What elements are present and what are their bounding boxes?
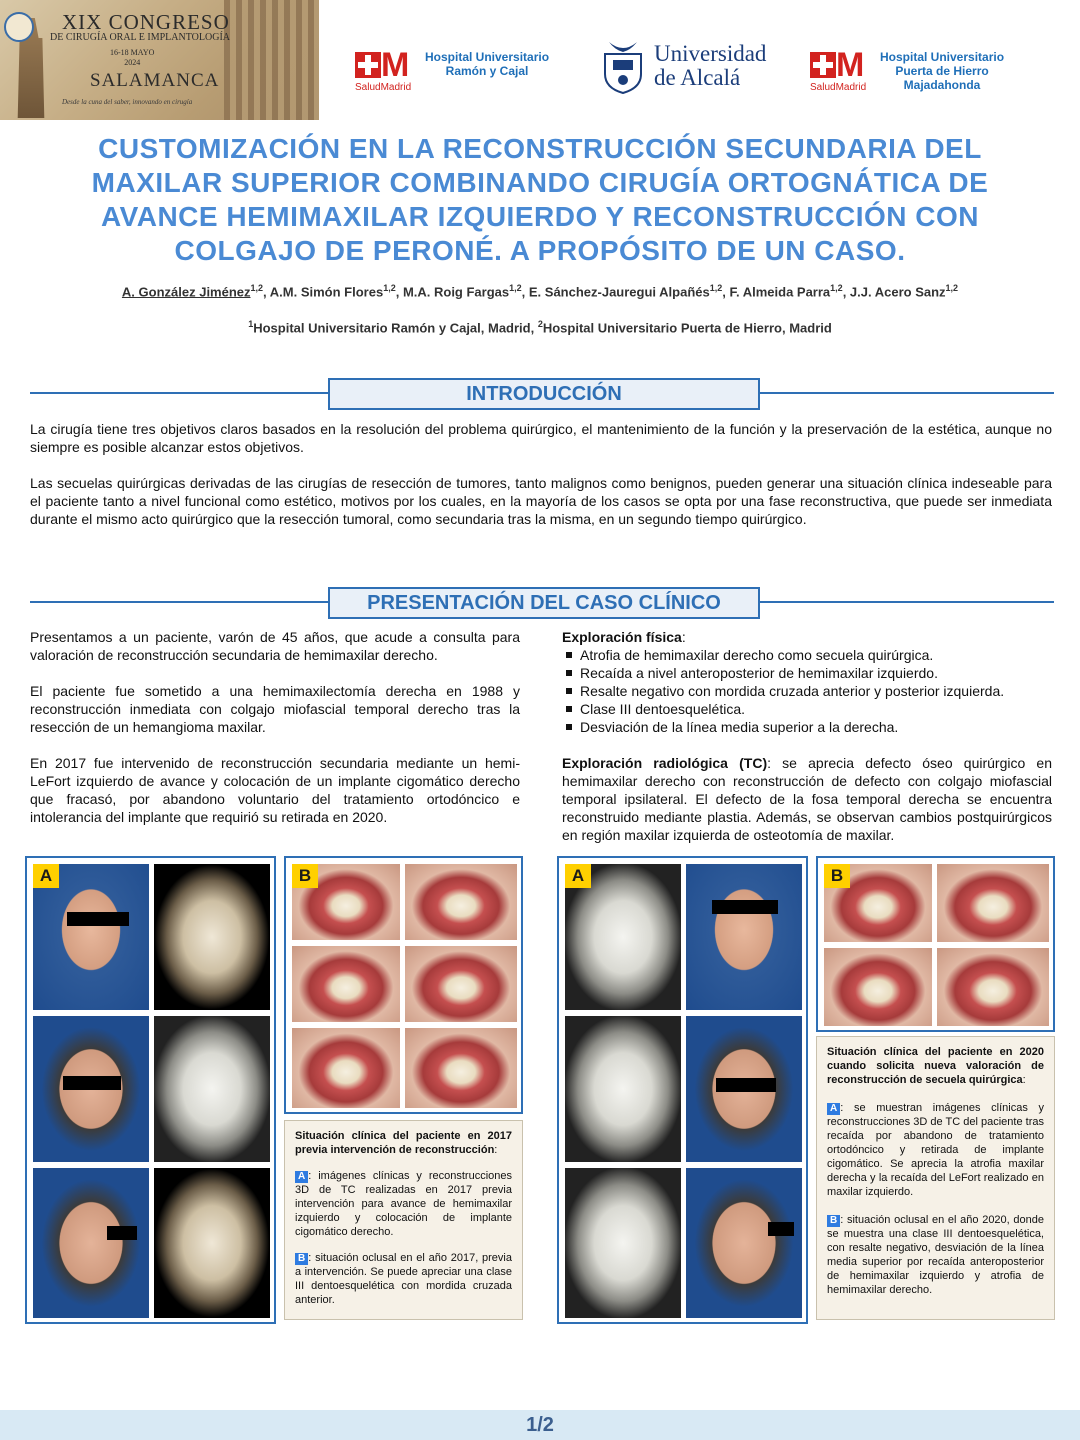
figure-2017-panel-b: [284, 856, 523, 1114]
figure-2017-caption: [284, 1120, 523, 1320]
patient-photo-basal: [686, 864, 802, 1010]
intro-paragraph-2: Las secuelas quirúrgicas derivadas de las cirugías de resección de tumores, tanto malignos como benignos, pueden generar una situación clínica indeseable para el paciente tanto a nivel funcional como estético, motivos por los cuales, en la mayoría de los casos se opta por una fase reconstructiva, que puede ser inmediata durante el mismo acto quirúrgico que la resección tumoral, como secundaria tras la misma, en un segundo tiempo quirúrgico.: [30, 475, 1052, 527]
ct-3d-reconstruction: [565, 1168, 681, 1318]
figure-2020-caption: [816, 1036, 1055, 1320]
caption-b: B : situación oclusal en el año 2017, previa a intervención. Se puede apreciar una clase III dentoesquelética con mordida cruzada anterior.: [295, 1252, 512, 1306]
university-name: Universidad de Alcalá: [654, 41, 767, 90]
red-cross-icon: [355, 52, 381, 78]
congress-city: SALAMANCA: [90, 70, 220, 91]
logo-ramon-y-cajal: [355, 48, 549, 94]
figure-2017-panel-a: [25, 856, 276, 1324]
intraoral-photo: [405, 864, 517, 940]
section-heading-introduccion: INTRODUCCIÓN: [328, 378, 760, 410]
poster-title: CUSTOMIZACIÓN EN LA RECONSTRUCCIÓN SECUNDARIA DEL MAXILAR SUPERIOR COMBINANDO CIRUGÍA ORTOGNÁTICA DE AVANCE HEMIMAXILAR IZQUIERDO Y RECONSTRUCCIÓN CON COLGAJO DE PERONÉ. A PROPÓSITO DE UN CASO.: [91, 133, 989, 266]
caption-label-b: B: [827, 1215, 840, 1227]
congress-banner: [0, 0, 319, 120]
congress-tagline: Desde la cuna del saber, innovando en cirugía: [62, 98, 193, 106]
congress-title: XIX CONGRESO: [62, 10, 230, 34]
ct-3d-reconstruction: [154, 864, 270, 1010]
caption-title: Situación clínica del paciente en 2017 previa intervención de reconstrucción:: [295, 1130, 512, 1156]
case-paragraph-2: El paciente fue sometido a una hemimaxilectomía derecha en 1988 y reconstrucción inmediata con colgajo miofascial temporal derecho tras la resección de un hemangioma maxilar.: [30, 683, 520, 735]
salud-madrid-mark: M SaludMadrid: [355, 46, 412, 93]
case-right-text: [562, 628, 1052, 844]
intro-paragraph-1: La cirugía tiene tres objetivos claros basados en la resolución del problema quirúrgico, el mantenimiento de la función y la preservación de la estética, aunque no siempre es posible alcanzar estos objetivos.: [30, 421, 1052, 455]
intraoral-photo: [292, 1028, 400, 1108]
radiology-paragraph: Exploración radiológica (TC): se aprecia defecto óseo quirúrgico en hemimaxilar derecho con reconstrucción de defecto con colgajo miofascial temporal ipsilateral. El defecto de la fosa temporal derecha se encuentra reconstruido mediante plastia. Además, se observan cambios postquirúrgicos en región maxilar izquierda de osteotomía de maxilar.: [562, 755, 1052, 843]
patient-photo-profile: [686, 1168, 802, 1318]
caption-a: A : imágenes clínicas y reconstrucciones 3D de TC realizadas en 2017 previa intervención para avance de hemimaxilar izquierdo y colocación de implante cigomático derecho.: [295, 1170, 512, 1238]
exploration-list: [562, 646, 1052, 736]
intraoral-photo: [405, 946, 517, 1022]
hospital-name: Hospital Universitario Puerta de Hierro Majadahonda: [880, 50, 1005, 92]
eye-censor-bar: [107, 1226, 137, 1240]
figure-label-a: A: [565, 864, 591, 888]
secom-logo: [4, 12, 34, 42]
case-left-text: [30, 628, 520, 826]
exploration-heading: Exploración física:: [562, 629, 686, 645]
salud-madrid-mark: M SaludMadrid: [810, 46, 867, 93]
intraoral-photo: [824, 948, 932, 1026]
intraoral-photo: [937, 948, 1049, 1026]
caption-label-a: A: [295, 1171, 308, 1183]
figure-label-a: A: [33, 864, 59, 888]
patient-photo-profile: [33, 1168, 149, 1318]
eye-censor-bar: [712, 900, 778, 914]
intraoral-photo: [405, 1028, 517, 1108]
intraoral-photo: [292, 946, 400, 1022]
logo-puerta-de-hierro: [810, 48, 1004, 94]
figure-label-b: B: [292, 864, 318, 888]
patient-photo-frontal: [33, 1016, 149, 1162]
affiliations: $^1$Hospital Universitario Ramón y Cajal, Madrid, $^2$Hospital Universitario Puerta de Hierro, Madrid: [248, 319, 832, 336]
section-heading-caso-clinico: PRESENTACIÓN DEL CASO CLÍNICO: [328, 587, 760, 619]
intraoral-photo: [937, 864, 1049, 942]
ct-3d-reconstruction: [565, 1016, 681, 1162]
author-list: A. González Jiménez$^{1,2}$, A.M. Simón Flores$^{1,2}$, M.A. Roig Fargas$^{1,2}$, E. Sánchez-Jauregui Alpañés$^{1,2}$, F. Almeida Parra$^{1,2}$, J.J. Acero Sanz$^{1,2}$: [121, 283, 959, 300]
university-shield-icon: [601, 40, 645, 94]
ct-3d-reconstruction: [154, 1168, 270, 1318]
caption-b: B : situación oclusal en el año 2020, donde se muestra una clase III dentoesquelética, con resalte negativo, desviación de la línea media superior por recaída anteroposterior de hemimaxilar izquierdo y atrofia de hemimaxilar derecho.: [827, 1214, 1044, 1296]
eye-censor-bar: [67, 912, 129, 926]
list-item: Atrofia de hemimaxilar derecho como secuela quirúrgica.: [562, 646, 1052, 664]
eye-censor-bar: [716, 1078, 776, 1092]
eye-censor-bar: [768, 1222, 794, 1236]
cathedral-facade-illustration: [224, 0, 319, 120]
list-item: Recaída a nivel anteroposterior de hemimaxilar izquierdo.: [562, 664, 1052, 682]
eye-censor-bar: [63, 1076, 121, 1090]
caption-label-b: B: [295, 1253, 308, 1265]
intro-text: [30, 420, 1052, 528]
caption-label-a: A: [827, 1103, 840, 1115]
figure-label-b: B: [824, 864, 850, 888]
list-item: Desviación de la línea media superior a la derecha.: [562, 718, 1052, 736]
hospital-name: Hospital Universitario Ramón y Cajal: [425, 50, 550, 78]
case-paragraph-1: Presentamos a un paciente, varón de 45 años, que acude a consulta para valoración de reconstrucción secundaria de hemimaxilar derecho.: [30, 629, 520, 663]
page-number: 1/2: [0, 1410, 1080, 1440]
congress-dates: 16-18 MAYO 2024: [110, 48, 155, 67]
ct-3d-reconstruction: [154, 1016, 270, 1162]
case-paragraph-3: En 2017 fue intervenido de reconstrucción secundaria mediante un hemi-LeFort izquierdo de avance y colocación de un implante cigomático derecho que fracasó, por abandono voluntario del tratamiento ortodóncico e intolerancia del implante que requirió su retirada en 2020.: [30, 755, 520, 825]
figure-2020-panel-b: [816, 856, 1055, 1032]
figure-2020-panel-a: [557, 856, 808, 1324]
list-item: Resalte negativo con mordida cruzada anterior y posterior izquierda.: [562, 682, 1052, 700]
caption-a: A : se muestran imágenes clínicas y reconstrucciones 3D de TC del paciente tras recaída por abandono de tratamiento ortodóncico y retirada de implante cigomático. Se aprecia la atrofia maxilar derecha y la recaída del LeFort realizado en maxilar izquierdo.: [827, 1102, 1044, 1198]
list-item: Clase III dentoesquelética.: [562, 700, 1052, 718]
red-cross-icon: [810, 52, 836, 78]
caption-title: Situación clínica del paciente en 2020 cuando solicita nueva valoración de reconstrucción de secuela quirúrgica:: [827, 1046, 1044, 1086]
patient-photo-frontal: [686, 1016, 802, 1162]
congress-subtitle: DE CIRUGÍA ORAL E IMPLANTOLOGÍA: [50, 32, 230, 43]
